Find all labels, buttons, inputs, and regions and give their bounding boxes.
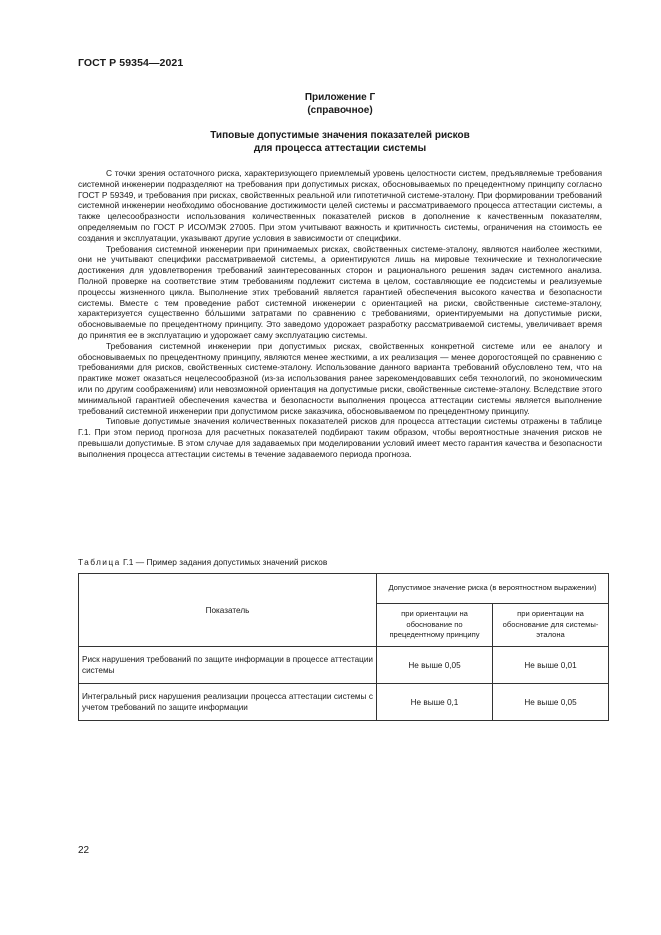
section-title-line-2: для процесса аттестации системы	[253, 143, 427, 154]
body-text	[78, 168, 602, 460]
paragraph-3: Требования системной инженерии при допустимых рисках, свойственных конкретной системе или ее аналогу и обосновываемых по прецедентному принципу, являются менее жесткими, а их реализация — менее дорогостоящей по сравнению с требованиями для рисков, свойственных системе-эталону. Использование данного варианта требований обусловлено тем, что на практике может оказаться нецелесообразной (из-за использования ранее зарекомендовавших себя технологий, по экономическим или по другим соображениям) или невозможной ориентация на допустимые риски, свойственные системе-эталону. Вследствие этого минимальной гарантией обеспечения качества и безопасности выполнения процесса аттестации системы является выполнение требований системной инженерии при допустимом риске заказчика, обосновываемом по прецедентному принципу.	[78, 340, 602, 416]
indicator-cell: Интегральный риск нарушения реализации процесса аттестации системы с учетом требований по защите информации	[79, 684, 377, 721]
paragraph-1: С точки зрения остаточного риска, характеризующего приемлемый уровень целостности систем, предъявляемые требования системной инженерии подразделяют на требования при допустимых рисках, обосновываемых по прецедентному принципу согласно ГОСТ Р 59349, и требования при рисках, свойственных реальной или гипотетичной системе-эталону. При формировании требований системной инженерии необходимо обоснование достижимости целей системы и рассматриваемого процесса аттестации системы, а также целесообразности использования количественных показателей рисков в дополнение к качественным показателям, определяемым по ГОСТ Р ИСО/МЭК 27005. При этом учитывают важность и критичность системы, ограничения на стоимость ее создания и эксплуатации, указывают другие условия в зависимости от специфики.	[78, 168, 602, 243]
header-precedent: при ориентации на обоснование по прецедентному принципу	[377, 604, 493, 647]
value-cell-precedent: Не выше 0,05	[377, 647, 493, 684]
table-row	[79, 647, 609, 684]
value-cell-reference: Не выше 0,01	[493, 647, 609, 684]
appendix-heading	[78, 92, 602, 117]
paragraph-4: Типовые допустимые значения количественных показателей рисков для процесса аттестации системы отражены в таблице Г.1. При этом период прогноза для расчетных показателей подбирают таким образом, чтобы вероятностные значения рисков не превышали допустимые. В этом случае для задаваемых при моделировании условий имеет место гарантия качества и безопасности выполнения процесса аттестации системы в течение задаваемого периода прогноза.	[78, 416, 602, 459]
table-caption	[78, 557, 327, 567]
value-cell-precedent: Не выше 0,1	[377, 684, 493, 721]
paragraph-2: Требования системной инженерии при принимаемых рисках, свойственных системе-эталону, являются наиболее жесткими, они не учитывают специфики рассматриваемой системы, а ориентируются лишь на мировые технические и технологические достижения для удовлетворения требований заинтересованных сторон и рационального решения задач системного анализа. Полной проверке на соответствие этим требованиям подлежит система в целом, составляющие ее подсистемы и реализуемые процессы жизненного цикла. Выполнение этих требований является гарантией обеспечения высокого качества и безопасности системы. Вместе с тем проведение работ системной инженерии с ориентацией на риски, свойственные системе-эталону, характеризуется существенно бо́льшими затратами по сравнению с требованиями, ориентируемыми на допустимые риски, обосновываемые по прецедентному принципу. Это заведомо удорожает разработку рассматриваемой системы, увеличивает время до принятия ее в эксплуатацию и удорожает саму эксплуатацию системы.	[78, 243, 602, 340]
page-number: 22	[78, 845, 90, 856]
header-indicator: Показатель	[79, 574, 377, 647]
table-row	[79, 684, 609, 721]
indicator-cell: Риск нарушения требований по защите информации в процессе аттестации системы	[79, 647, 377, 684]
section-title	[78, 129, 602, 155]
table-caption-label: Таблица	[78, 557, 121, 567]
header-allowed-value: Допустимое значение риска (в вероятностном выражении)	[377, 574, 609, 604]
table-header-row	[79, 574, 609, 604]
header-reference-system: при ориентации на обоснование для системы-эталона	[493, 604, 609, 647]
value-cell-reference: Не выше 0,05	[493, 684, 609, 721]
appendix-title: Приложение Г	[304, 92, 376, 103]
document-header: ГОСТ Р 59354—2021	[78, 57, 184, 69]
section-title-line-1: Типовые допустимые значения показателей рисков	[210, 130, 470, 141]
risk-table	[78, 573, 609, 721]
table-caption-text: Г.1 — Пример задания допустимых значений рисков	[120, 557, 328, 567]
appendix-subtitle: (справочное)	[307, 104, 373, 116]
